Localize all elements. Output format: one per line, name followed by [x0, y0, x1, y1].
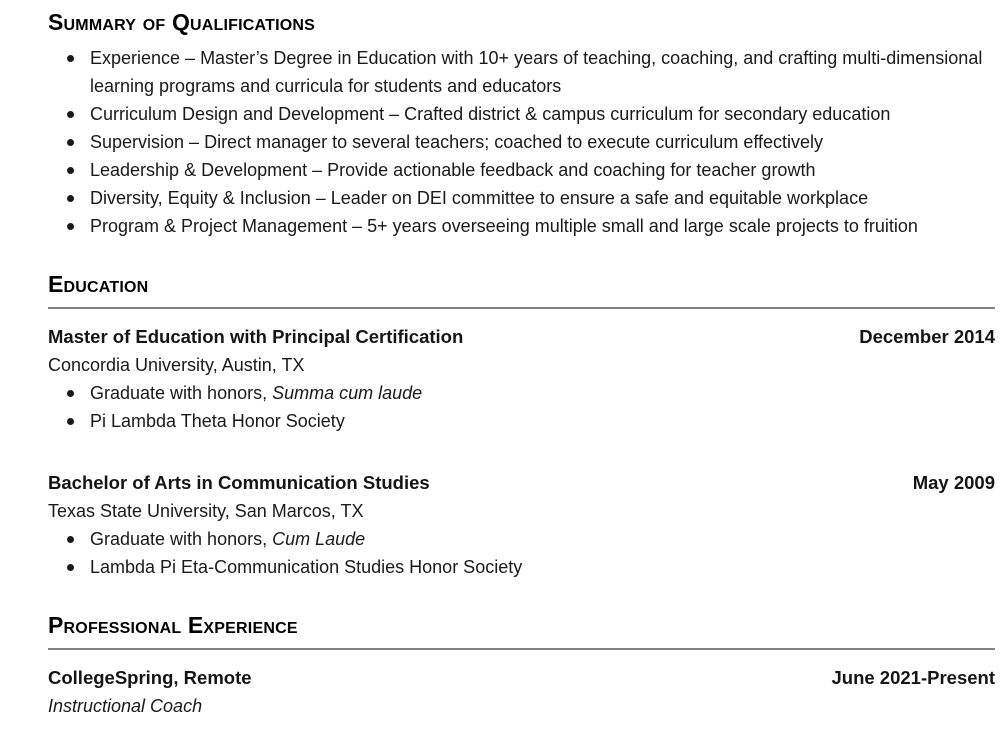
summary-bullet: Supervision – Direct manager to several teachers; coached to execute curriculum effectively	[48, 128, 995, 156]
education-bullet-list	[48, 379, 995, 435]
bullet-text: Lambda Pi Eta-Communication Studies Honor Society	[90, 557, 523, 577]
entry-date: May 2009	[912, 472, 995, 493]
degree-title: Bachelor of Arts in Communication Studies	[48, 472, 430, 493]
entry-header	[48, 469, 995, 497]
bullet-text: Pi Lambda Theta Honor Society	[90, 411, 345, 431]
entry-header	[48, 323, 995, 351]
section-heading-experience: Professional Experience	[48, 612, 298, 638]
job-title: Instructional Coach	[48, 696, 203, 716]
degree-title: Master of Education with Principal Certification	[48, 326, 464, 347]
section-heading-education: Education	[48, 271, 149, 297]
education-entry	[48, 323, 995, 435]
summary-bullet-list	[48, 44, 995, 240]
entry-header	[48, 664, 995, 692]
entry-date: June 2021-Present	[831, 667, 995, 688]
education-bullet	[48, 379, 995, 407]
section-education	[48, 270, 995, 581]
school-name: Concordia University, Austin, TX	[48, 355, 305, 375]
education-bullet	[48, 553, 995, 581]
school-name: Texas State University, San Marcos, TX	[48, 501, 364, 521]
section-heading-summary: Summary of Qualifications	[48, 9, 315, 35]
bullet-text: Graduate with honors,	[90, 383, 273, 403]
section-experience	[48, 611, 995, 720]
section-summary	[48, 8, 995, 240]
entry-date: December 2014	[859, 326, 995, 347]
summary-bullet: Experience – Master’s Degree in Education with 10+ years of teaching, coaching, and crafting multi-dimensional learning programs and curricula for students and educators	[48, 44, 995, 100]
section-divider	[48, 648, 995, 650]
bullet-text: Graduate with honors,	[90, 529, 273, 549]
section-divider	[48, 307, 995, 309]
bullet-italic-text: Cum Laude	[272, 529, 366, 549]
summary-bullet: Program & Project Management – 5+ years overseeing multiple small and large scale projects to fruition	[48, 212, 995, 240]
company-name: CollegeSpring, Remote	[48, 667, 252, 688]
summary-bullet: Diversity, Equity & Inclusion – Leader on DEI committee to ensure a safe and equitable workplace	[48, 184, 995, 212]
education-bullet	[48, 525, 995, 553]
summary-bullet: Leadership & Development – Provide actionable feedback and coaching for teacher growth	[48, 156, 995, 184]
education-bullet-list	[48, 525, 995, 581]
education-entry	[48, 469, 995, 581]
experience-entry	[48, 664, 995, 720]
bullet-italic-text: Summa cum laude	[272, 383, 423, 403]
education-bullet	[48, 407, 995, 435]
summary-bullet: Curriculum Design and Development – Crafted district & campus curriculum for secondary education	[48, 100, 995, 128]
